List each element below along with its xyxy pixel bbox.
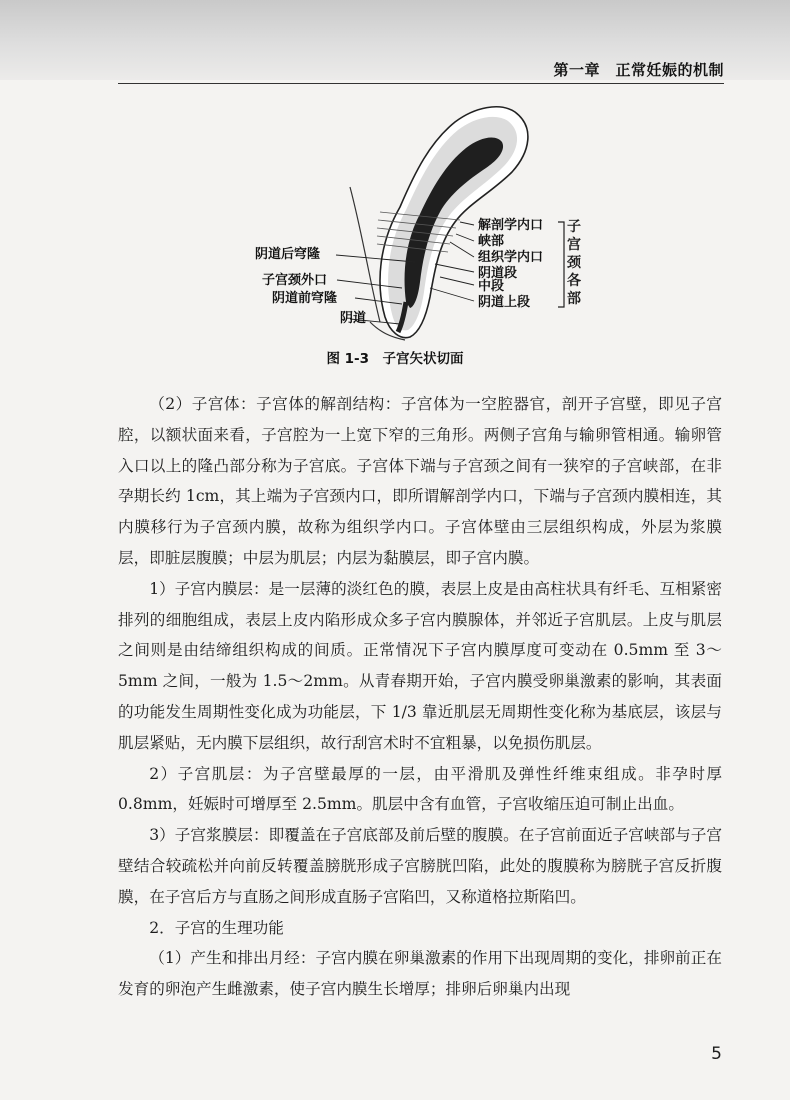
label-external-os: 子宫颈外口 bbox=[262, 273, 328, 288]
paragraph-myometrium: 2）子宫肌层：为子宫壁最厚的一层，由平滑肌及弹性纤维束组成。非孕时厚 0.8mm，妊娠时可增厚至 2.5mm。肌层中含有血管，子宫收缩压迫可制止出血。 bbox=[118, 764, 722, 814]
label-middle-segment: 中段 bbox=[478, 279, 505, 294]
header-rule bbox=[118, 83, 724, 84]
page-number: 5 bbox=[711, 1044, 722, 1064]
figure-caption: 图 1-3 子宫矢状切面 bbox=[326, 351, 464, 367]
label-anterior-fornix: 阴道前穹隆 bbox=[272, 291, 338, 306]
paragraph-serosa: 3）子宫浆膜层：即覆盖在子宫底部及前后壁的腹膜。在子宫前面近子宫峡部与子宫壁结合较疏松并向前反转覆盖膀胱形成子宫膀胱凹陷，此处的腹膜称为膀胱子宫反折腹膜，在子宫后方与直肠之间形成直肠子宫陷凹，又称道格拉斯陷凹。 bbox=[118, 826, 722, 906]
label-vagina: 阴道 bbox=[340, 311, 367, 326]
label-upper-vaginal-segment: 阴道上段 bbox=[478, 295, 531, 310]
label-vaginal-segment: 阴道段 bbox=[478, 266, 518, 281]
paragraph-uterine-body: （2）子宫体：子宫体的解剖结构：子宫体为一空腔器官，剖开子宫壁，即见子宫腔，以额状面来看，子宫腔为一上宽下窄的三角形。两侧子宫角与输卵管相通。输卵管入口以上的隆凸部分称为子宫底。子宫体下端与子宫颈之间有一狭窄的子宫峡部，在非孕期长约 1cm，其上端为子宫颈内口，即所谓解剖学内口，下端与子宫颈内膜相连，其内膜移行为子宫颈内膜，故称为组织学内口。子宫体壁由三层组织构成，外层为浆膜层，即脏层腹膜；中层为肌层；内层为黏膜层，即子宫内膜。 bbox=[118, 395, 722, 567]
section-heading-uterine-function: 2．子宫的生理功能 bbox=[149, 918, 284, 937]
paragraph-endometrium: 1）子宫内膜层：是一层薄的淡红色的膜，表层上皮是由高柱状具有纤毛、互相紧密排列的细胞组成，表层上皮内陷形成众多子宫内膜腺体，并邻近子宫肌层。上皮与肌层之间则是由结缔组织构成的间质。正常情况下子宫内膜厚度可变动在 0.5mm 至 3～5mm 之间，一般为 1.5～2mm。从青春期开始，子宫内膜受卵巢激素的影响，其表面的功能发生周期性变化成为功能层，下 1/3 靠近肌层无周期性变化称为基底层，该层与肌层紧贴，无内膜下层组织，故行刮宫术时不宜粗暴，以免损伤肌层。 bbox=[118, 579, 722, 752]
label-posterior-fornix: 阴道后穹隆 bbox=[255, 247, 321, 262]
label-cervix-parts: 子宫颈各部 bbox=[567, 219, 581, 307]
body-text bbox=[118, 389, 722, 1005]
paragraph-menstruation: （1）产生和排出月经：子宫内膜在卵巢激素的作用下出现周期的变化，排卵前正在发育的卵泡产生雌激素，使子宫内膜生长增厚；排卵后卵巢内出现 bbox=[118, 949, 722, 999]
cervix-parts-bracket bbox=[558, 222, 564, 307]
label-isthmus: 峡部 bbox=[478, 234, 505, 249]
label-anatomical-internal-os: 解剖学内口 bbox=[478, 218, 544, 233]
chapter-title: 第一章 正常妊娠的机制 bbox=[553, 61, 724, 79]
label-histological-internal-os: 组织学内口 bbox=[478, 250, 544, 265]
